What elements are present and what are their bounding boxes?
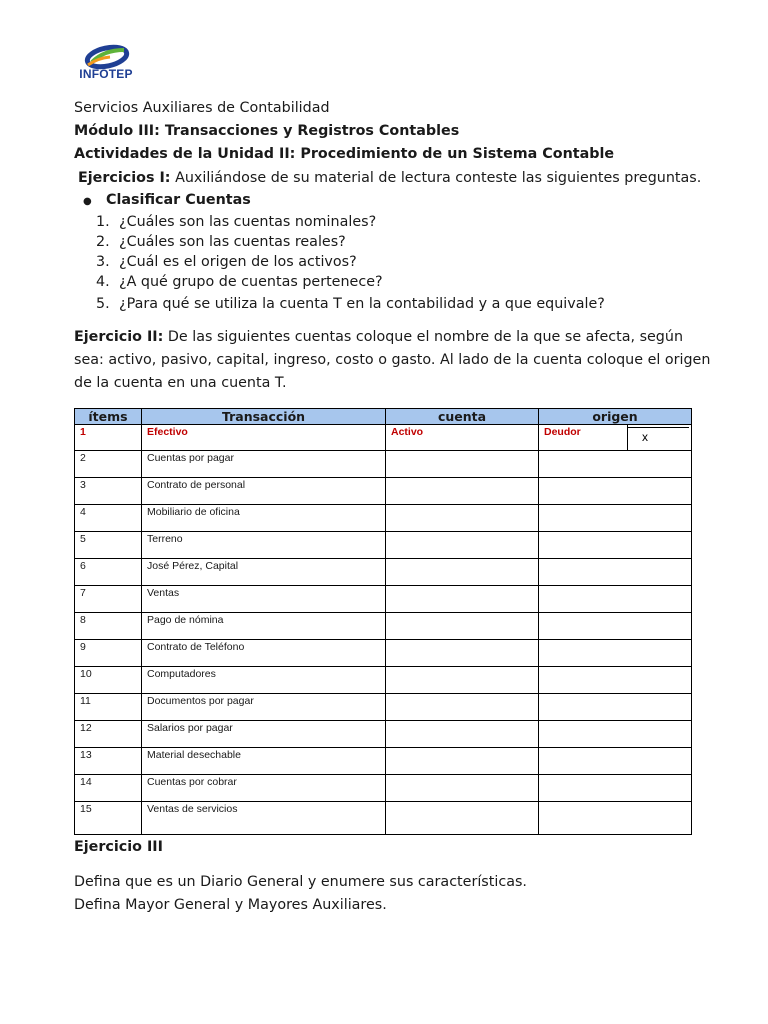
origen-cell[interactable]	[539, 640, 692, 667]
exercise-1-label: Ejercicios I:	[78, 170, 171, 186]
origen-cell[interactable]	[539, 505, 692, 532]
cuenta-cell[interactable]	[386, 667, 539, 694]
origen-cell[interactable]	[539, 425, 692, 451]
bullet-classify: Clasificar Cuentas	[106, 192, 251, 208]
origen-cell[interactable]	[539, 667, 692, 694]
header-origen: origen	[539, 409, 692, 425]
question-text: ¿A qué grupo de cuentas pertenece?	[119, 274, 383, 290]
origen-cell[interactable]	[539, 532, 692, 559]
cuenta-cell[interactable]	[386, 694, 539, 721]
exercise-2-line3: de la cuenta en una cuenta T.	[74, 375, 287, 391]
question-number: 4.	[96, 274, 110, 290]
header-cuenta: cuenta	[386, 409, 539, 425]
item-cell: 1	[75, 425, 142, 451]
exercise-2-line1	[74, 329, 683, 345]
item-cell: 9	[75, 640, 142, 667]
transaccion-cell: Mobiliario de oficina	[142, 505, 386, 532]
cuenta-cell[interactable]	[386, 640, 539, 667]
cuenta-cell[interactable]	[386, 613, 539, 640]
origen-cell[interactable]	[539, 559, 692, 586]
exercise-2-label: Ejercicio II:	[74, 329, 164, 345]
exercise-3-title: Ejercicio III	[74, 839, 163, 855]
cuenta-cell[interactable]	[386, 532, 539, 559]
exercise-3-line2: Defina Mayor General y Mayores Auxiliares.	[74, 897, 387, 913]
question-number: 3.	[96, 254, 110, 270]
exercise-3-line1: Defina que es un Diario General y enumere sus características.	[74, 874, 527, 890]
transaccion-cell: Cuentas por cobrar	[142, 775, 386, 802]
activities-title: Actividades de la Unidad II: Procedimiento de un Sistema Contable	[74, 146, 615, 162]
cuenta-cell[interactable]	[386, 586, 539, 613]
item-cell: 6	[75, 559, 142, 586]
cuenta-cell[interactable]	[386, 559, 539, 586]
origen-cell[interactable]	[539, 802, 692, 835]
transaccion-cell: Documentos por pagar	[142, 694, 386, 721]
module-title: Módulo III: Transacciones y Registros Contables	[74, 123, 460, 139]
table-row	[75, 586, 692, 613]
table-row	[75, 425, 692, 451]
item-cell: 4	[75, 505, 142, 532]
table-row	[75, 748, 692, 775]
exercise-1-intro	[78, 170, 701, 186]
transaccion-cell: Computadores	[142, 667, 386, 694]
table-row	[75, 640, 692, 667]
question-text: ¿Para qué se utiliza la cuenta T en la contabilidad y a que equivale?	[119, 296, 605, 312]
header-transaccion: Transacción	[142, 409, 386, 425]
item-cell: 14	[75, 775, 142, 802]
transaccion-cell: Pago de nómina	[142, 613, 386, 640]
cuenta-cell[interactable]: Activo	[386, 425, 539, 451]
table-row	[75, 802, 692, 835]
transaccion-cell: Ventas	[142, 586, 386, 613]
table-row	[75, 505, 692, 532]
table-row	[75, 451, 692, 478]
transaccion-cell: Contrato de Teléfono	[142, 640, 386, 667]
item-cell: 8	[75, 613, 142, 640]
exercise-1-text: Auxiliándose de su material de lectura conteste las siguientes preguntas.	[175, 170, 702, 186]
origen-cell[interactable]	[539, 721, 692, 748]
transaccion-cell: Cuentas por pagar	[142, 451, 386, 478]
cuenta-cell[interactable]	[386, 478, 539, 505]
table-row	[75, 478, 692, 505]
origen-cell[interactable]	[539, 748, 692, 775]
origen-value: Deudor	[544, 426, 581, 438]
table-header-row	[75, 409, 692, 425]
item-cell: 2	[75, 451, 142, 478]
item-cell: 3	[75, 478, 142, 505]
cuenta-cell[interactable]	[386, 802, 539, 835]
question-text: ¿Cuál es el origen de los activos?	[119, 254, 357, 270]
question-text: ¿Cuáles son las cuentas nominales?	[119, 214, 377, 230]
logo-text: INFOTEP	[79, 67, 133, 81]
origen-cell[interactable]	[539, 451, 692, 478]
table-row	[75, 694, 692, 721]
table-row	[75, 559, 692, 586]
cuenta-cell[interactable]	[386, 451, 539, 478]
t-account-mark: x	[642, 430, 648, 444]
origen-cell[interactable]	[539, 775, 692, 802]
table-row	[75, 775, 692, 802]
table-row	[75, 532, 692, 559]
item-cell: 15	[75, 802, 142, 835]
cuenta-cell[interactable]	[386, 775, 539, 802]
question-text: ¿Cuáles son las cuentas reales?	[119, 234, 346, 250]
item-cell: 10	[75, 667, 142, 694]
transaccion-cell: Contrato de personal	[142, 478, 386, 505]
exercise-2-line2: sea: activo, pasivo, capital, ingreso, costo o gasto. Al lado de la cuenta coloque el origen	[74, 352, 711, 368]
item-cell: 5	[75, 532, 142, 559]
transaccion-cell: Efectivo	[142, 425, 386, 451]
cuenta-cell[interactable]	[386, 721, 539, 748]
transaccion-cell: José Pérez, Capital	[142, 559, 386, 586]
item-cell: 12	[75, 721, 142, 748]
transaccion-cell: Material desechable	[142, 748, 386, 775]
course-title: Servicios Auxiliares de Contabilidad	[74, 100, 330, 116]
transaccion-cell: Salarios por pagar	[142, 721, 386, 748]
item-cell: 13	[75, 748, 142, 775]
table-row	[75, 667, 692, 694]
header-items: ítems	[75, 409, 142, 425]
infotep-logo	[74, 44, 138, 82]
item-cell: 7	[75, 586, 142, 613]
origen-cell[interactable]	[539, 694, 692, 721]
item-cell: 11	[75, 694, 142, 721]
bullet-icon: ●	[83, 196, 92, 207]
origen-cell[interactable]	[539, 586, 692, 613]
origen-cell[interactable]	[539, 613, 692, 640]
cuenta-cell[interactable]	[386, 505, 539, 532]
transaccion-cell: Ventas de servicios	[142, 802, 386, 835]
question-number: 2.	[96, 234, 110, 250]
question-number: 5.	[96, 296, 110, 312]
question-number: 1.	[96, 214, 110, 230]
table-row	[75, 613, 692, 640]
origen-cell[interactable]	[539, 478, 692, 505]
cuenta-cell[interactable]	[386, 748, 539, 775]
transaccion-cell: Terreno	[142, 532, 386, 559]
exercise-2-text: De las siguientes cuentas coloque el nombre de la que se afecta, según	[167, 329, 684, 345]
accounts-table	[74, 408, 692, 835]
table-row	[75, 721, 692, 748]
